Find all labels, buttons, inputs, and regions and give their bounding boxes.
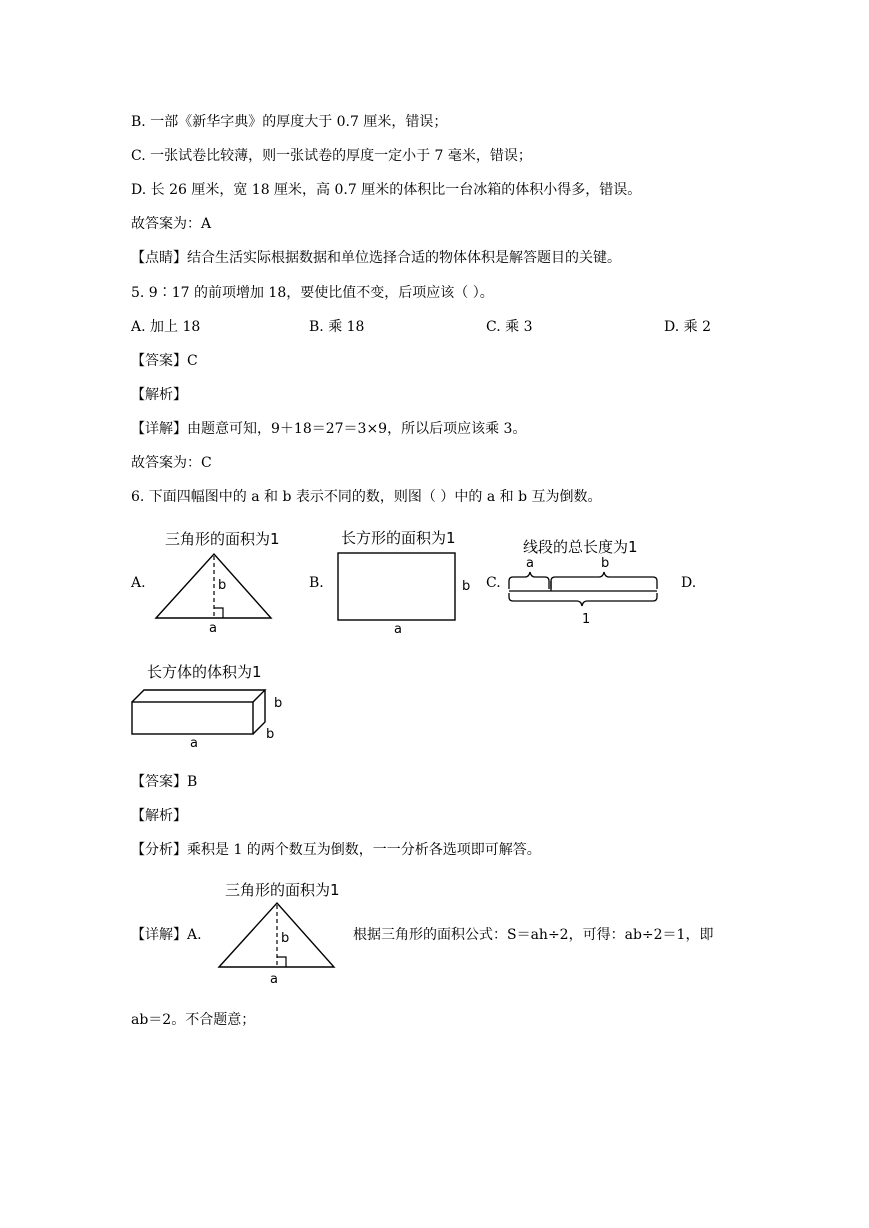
option-c-explanation: C. 一张试卷比较薄，则一张试卷的厚度一定小于 7 毫米，错误； [131, 148, 532, 164]
cuboid-title: 长方体的体积为1 [147, 663, 262, 681]
triangle-detail-figure [213, 875, 348, 987]
q6-detail-text: 根据三角形的面积公式：S＝ah÷2，可得：ab÷2＝1，即 [353, 927, 714, 943]
q6-option-a-label: A. [131, 575, 146, 591]
q5-option-b: B. 乘 18 [309, 319, 365, 335]
triangle-detail-title: 三角形的面积为1 [225, 881, 340, 899]
q5-option-a: A. 加上 18 [131, 319, 201, 335]
triangle-height-label: b [218, 578, 227, 593]
question-5: 5. 9∶17 的前项增加 18，要使比值不变，后项应该（ ）。 [131, 285, 494, 301]
segment-title: 线段的总长度为1 [523, 538, 638, 556]
segment-part-a-label: a [526, 556, 534, 571]
question-6: 6. 下面四幅图中的 a 和 b 表示不同的数，则图（ ）中的 a 和 b 互为倒数。 [131, 489, 602, 505]
triangle-figure [150, 526, 285, 638]
triangle-detail-base-label: a [270, 972, 278, 987]
rectangle-title: 长方形的面积为1 [341, 529, 456, 547]
triangle-detail-height-label: b [281, 931, 290, 946]
answer-conclusion: 故答案为：A [131, 216, 212, 232]
q5-detail: 【详解】由题意可知，9＋18＝27＝3×9，所以后项应该乘 3。 [131, 421, 527, 437]
cuboid-length-label: a [190, 736, 198, 751]
triangle-title: 三角形的面积为1 [165, 530, 280, 548]
q6-fenxi: 【分析】乘积是 1 的两个数互为倒数，一一分析各选项即可解答。 [131, 842, 541, 858]
q5-answer: 【答案】C [131, 353, 198, 369]
cuboid-figure [127, 660, 287, 752]
q5-final-answer: 故答案为：C [131, 455, 212, 471]
q6-detail-prefix: 【详解】A. [131, 927, 202, 943]
rectangle-height-label: b [462, 579, 471, 594]
segment-figure [505, 535, 665, 630]
q6-detail-continuation: ab＝2。不合题意； [131, 1012, 256, 1028]
q6-analysis-heading: 【解析】 [131, 808, 187, 824]
option-d-explanation: D. 长 26 厘米，宽 18 厘米，高 0.7 厘米的体积比一台冰箱的体积小得多，错误。 [131, 182, 642, 198]
q6-answer: 【答案】B [131, 774, 198, 790]
option-b-explanation: B. 一部《新华字典》的厚度大于 0.7 厘米，错误； [131, 114, 448, 130]
segment-total-label: 1 [582, 612, 591, 627]
q6-option-d-label: D. [681, 575, 697, 591]
q5-option-c: C. 乘 3 [486, 319, 533, 335]
dianjing-note: 【点睛】结合生活实际根据数据和单位选择合适的物体体积是解答题目的关键。 [131, 250, 621, 266]
rectangle-figure [334, 526, 479, 636]
rectangle-width-label: a [394, 622, 402, 636]
cuboid-depth-label: b [266, 727, 275, 742]
q6-option-b-label: B. [309, 575, 324, 591]
q5-option-d: D. 乘 2 [664, 319, 711, 335]
q5-analysis-heading: 【解析】 [131, 387, 187, 403]
triangle-base-label: a [209, 621, 217, 636]
segment-part-b-label: b [601, 556, 610, 571]
cuboid-height-label: b [274, 696, 283, 711]
q6-option-c-label: C. [486, 575, 501, 591]
